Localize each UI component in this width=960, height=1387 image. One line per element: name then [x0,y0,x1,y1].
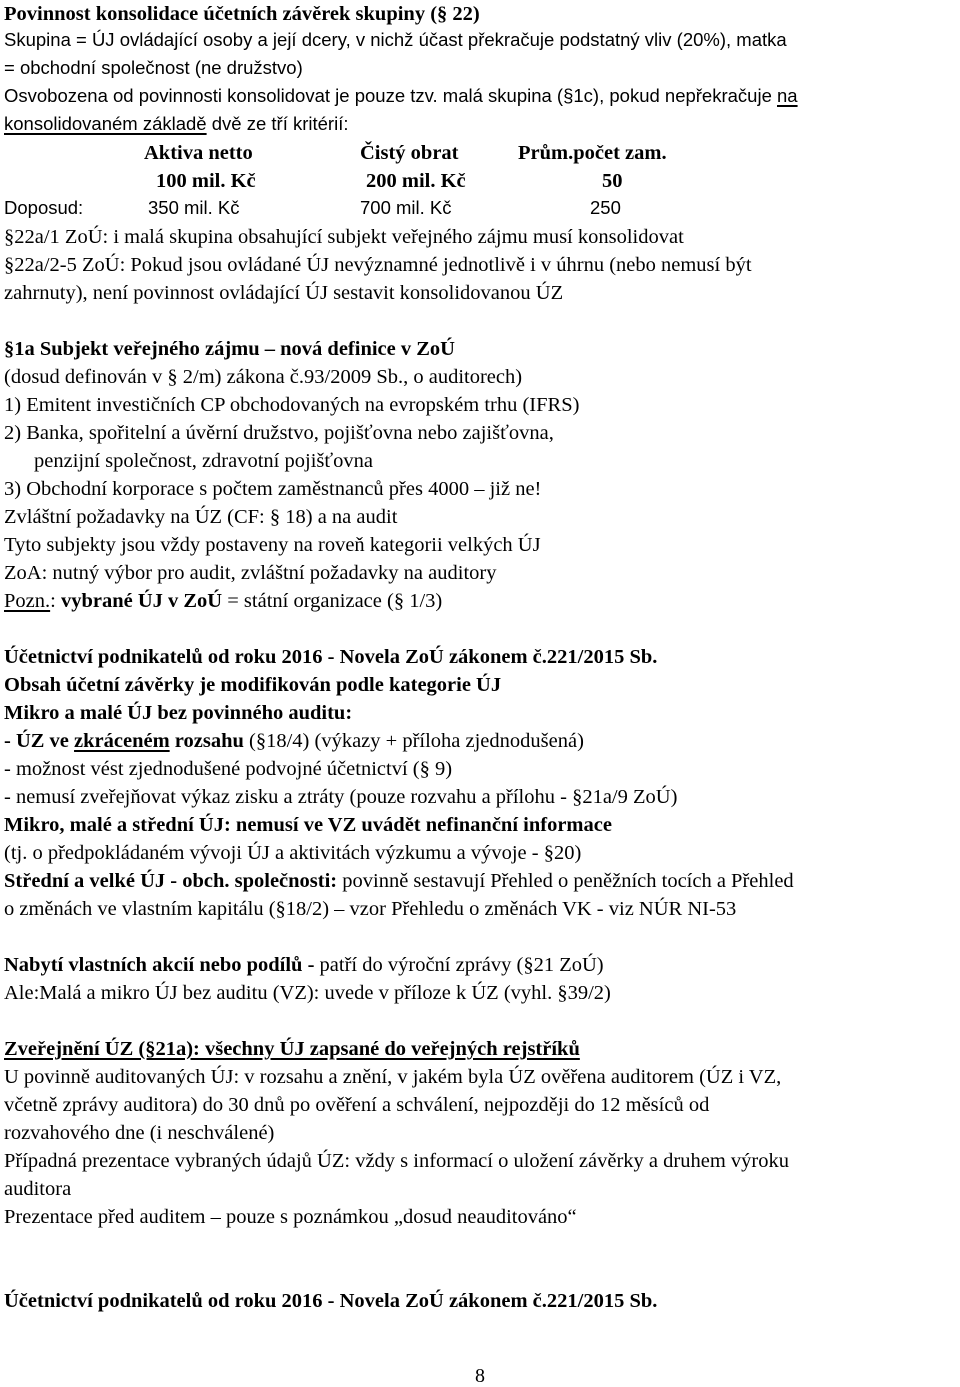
svz-note-bold: vybrané ÚJ v ZoÚ [60,590,223,612]
svz-item-2b: penzijní společnost, zdravotní pojišťovna [34,450,373,472]
zverejneni-line-5: auditora [4,1178,72,1200]
criteria-new-turnover: 200 mil. Kč [366,170,466,192]
criteria-new-assets: 100 mil. Kč [156,170,256,192]
svz-zoa: ZoA: nutný výbor pro audit, zvláštní požadavky na auditory [4,562,497,584]
group-definition-line-1: Skupina = ÚJ ovládající osoby a její dcery, v nichž účast překračuje podstatný vliv (20%), matka [4,29,787,50]
konsolidace-note-1: §22a/1 ZoÚ: i malá skupina obsahující subjekt veřejného zájmu musí konsolidovat [4,226,684,248]
svz-item-2a: 2) Banka, spořitelní a úvěrní družstvo, pojišťovna nebo zajišťovna, [4,422,554,444]
novela-bullet-1 [4,731,584,752]
stredni-bold: Střední a velké ÚJ - obch. společnosti: [4,870,338,892]
novela-nefin-heading: Mikro, malé a střední ÚJ: nemusí ve VZ uvádět nefinanční informace [4,814,612,836]
zverejneni-line-3: rozvahového dne (i neschválené) [4,1122,275,1144]
exemption-text: Osvobozena od povinnosti konsolidovat je pouze tzv. malá skupina (§1c), pokud nepřekračuje [4,85,777,106]
footer-heading: Účetnictví podnikatelů od roku 2016 - Novela ZoÚ zákonem č.221/2015 Sb. [4,1290,658,1312]
criteria-old-turnover: 700 mil. Kč [360,197,452,218]
svz-note-rest: = státní organizace (§ 1/3) [222,590,443,612]
bullet-1-bold-end: rozsahu [169,730,244,752]
novela-mikro-heading: Mikro a malé ÚJ bez povinného auditu: [4,702,353,724]
svz-item-3: 3) Obchodní korporace s počtem zaměstnanců přes 4000 – již ne! [4,478,542,500]
exemption-criteria-text: dvě ze tří kritérií: [206,113,349,134]
konsolidace-note-2b: zahrnuty), není povinnost ovládající ÚJ sestavit konsolidovanou ÚZ [4,282,564,304]
bullet-1-bold: - ÚZ ve [4,730,75,752]
bullet-1-rest: (§18/4) (výkazy + příloha zjednodušená) [243,730,584,752]
svz-heading: §1a Subjekt veřejného zájmu – nová definice v ZoÚ [4,338,455,360]
svz-sub-text: (dosud definován v § 2/m) zákona č.93/2009 Sb. [4,366,404,388]
novela-stredni-line-2: o změnách ve vlastním kapitálu (§18/2) – vzor Přehledu o změnách VK - viz NÚR NI-53 [4,898,737,920]
zverejneni-line-6: Prezentace před auditem – pouze s poznámkou „dosud neauditováno“ [4,1206,577,1228]
zverejneni-line-2: včetně zprávy auditora) do 30 dnů po ověření a schválení, nejpozději do 12 měsíců od [4,1094,710,1116]
exemption-line-2 [4,115,348,134]
novela-stredni-line-1 [4,871,794,892]
exemption-underlined-na: na [777,85,798,106]
criteria-old-label: Doposud: [4,197,84,218]
svz-note-colon: : [50,590,61,612]
svz-sub-text-end: , o auditorech) [403,366,523,388]
konsolidace-heading: Povinnost konsolidace účetních závěrek skupiny (§ 22) [4,3,480,25]
novela-bullet-2: - možnost vést zjednodušené podvojné účetnictví (§ 9) [4,758,453,780]
criteria-header-turnover: Čistý obrat [360,142,459,164]
zverejneni-line-1: U povinně auditovaných ÚJ: v rozsahu a znění, v jakém byla ÚZ ověřena auditorem (ÚZ i VZ, [4,1066,782,1088]
bullet-1-underlined: zkráceném [74,730,170,752]
criteria-old-assets: 350 mil. Kč [148,197,240,218]
zverejneni-line-4: Případná prezentace vybraných údajů ÚZ: vždy s informací o uložení závěrky a druhem výroku [4,1150,789,1172]
novela-bullet-3: - nemusí zveřejňovat výkaz zisku a ztráty (pouze rozvahu a přílohu - §21a/9 ZoÚ) [4,786,678,808]
svz-note [4,591,442,612]
svz-subheading [4,367,522,388]
nabyti-line-1 [4,955,604,976]
nabyti-line-2: Ale:Malá a mikro ÚJ bez auditu (VZ): uvede v příloze k ÚZ (vyhl. §39/2) [4,982,611,1004]
nabyti-bold: Nabytí vlastních akcií nebo podílů - [4,954,315,976]
novela-heading: Účetnictví podnikatelů od roku 2016 - Novela ZoÚ zákonem č.221/2015 Sb. [4,646,658,668]
novela-nefin-note: (tj. o předpokládaném vývoji ÚJ a aktivitách výzkumu a vývoje - §20) [4,842,582,864]
konsolidace-note-2a: §22a/2-5 ZoÚ: Pokud jsou ovládané ÚJ nevýznamné jednotlivě i v úhrnu (nebo nemusí být [4,254,752,276]
criteria-new-employees: 50 [602,170,623,192]
page-number: 8 [475,1365,485,1387]
exemption-underlined-basis: konsolidovaném základě [4,113,207,134]
criteria-old-employees: 250 [590,197,621,218]
svz-item-1: 1) Emitent investičních CP obchodovaných na evropském trhu (IFRS) [4,394,580,416]
svz-category: Tyto subjekty jsou vždy postaveny na roveň kategorii velkých ÚJ [4,534,541,556]
zverejneni-heading: Zveřejnění ÚZ (§21a): všechny ÚJ zapsané do veřejných rejstříků [4,1038,580,1060]
svz-requirements: Zvláštní požadavky na ÚZ (CF: § 18) a na audit [4,506,398,528]
group-definition-line-2: = obchodní společnost (ne družstvo) [4,57,303,78]
nabyti-rest: patří do výroční zprávy (§21 ZoÚ) [314,954,604,976]
exemption-line-1 [4,87,798,106]
criteria-header-assets: Aktiva netto [144,142,253,164]
svz-note-label: Pozn. [4,590,51,612]
novela-obsah: Obsah účetní závěrky je modifikován podle kategorie ÚJ [4,674,502,696]
stredni-rest: povinně sestavují Přehled o peněžních tocích a Přehled [337,870,794,892]
criteria-header-employees: Prům.počet zam. [518,142,667,164]
